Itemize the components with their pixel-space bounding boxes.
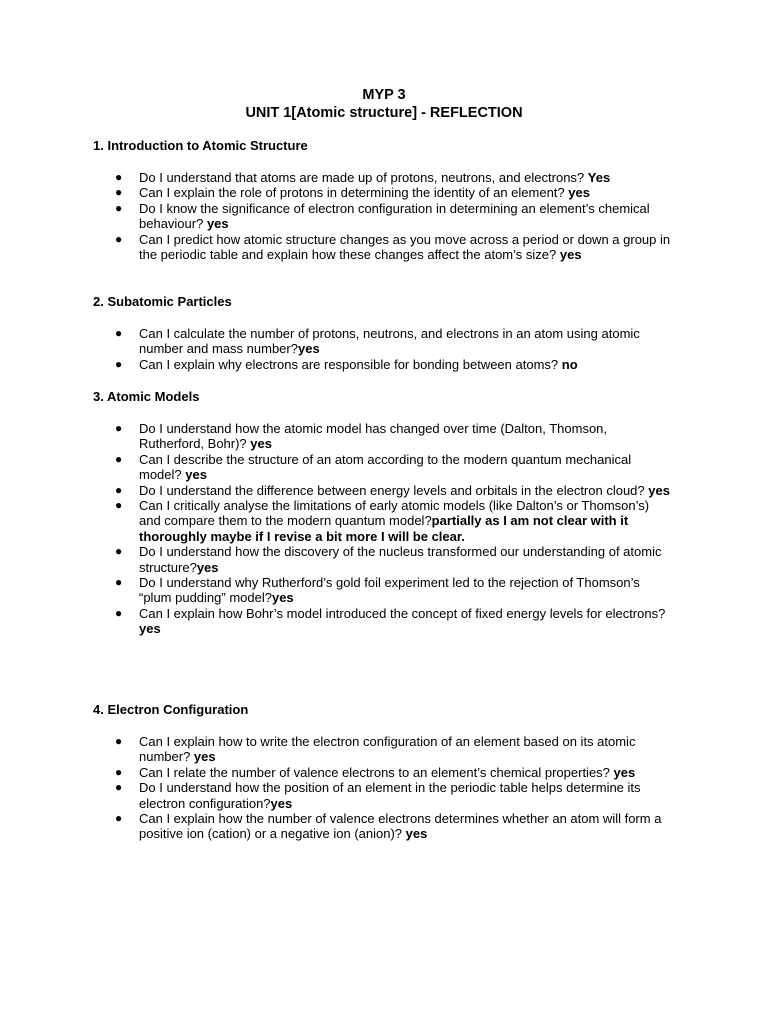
answer-text: yes <box>648 482 670 498</box>
answer-text: yes <box>139 621 161 637</box>
question-text: Do I know the significance of electron configuration in determining an element’s chemical behaviour? <box>139 200 650 232</box>
bullet-icon: ● <box>115 734 123 748</box>
question-text: Do I understand why Rutherford’s gold foil experiment led to the rejection of Thomson’s “plum pudding” model? <box>139 575 640 606</box>
bullet-icon: ● <box>115 185 123 200</box>
question-text: Do I understand that atoms are made up of protons, neutrons, and electrons? <box>139 170 588 185</box>
bullet-icon: ● <box>115 326 123 340</box>
answer-text: yes <box>271 590 294 606</box>
document-title-unit: UNIT 1[Atomic structure] - REFLECTION <box>245 105 523 121</box>
bullet-icon: ● <box>115 231 123 246</box>
question-text: Do I understand how the discovery of the nucleus transformed our understanding of atomic structure? <box>139 544 662 575</box>
question-text: Can I explain the role of protons in determining the identity of an element? <box>139 185 569 201</box>
bullet-icon: ● <box>115 605 123 620</box>
bullet-icon: ● <box>115 780 123 795</box>
bullet-icon: ● <box>115 575 123 590</box>
section-introduction <box>93 138 693 262</box>
bullet-icon: ● <box>115 200 123 215</box>
bullet-icon: ● <box>115 451 123 466</box>
question-text: Do I understand how the position of an element in the periodic table helps determine its electron configuration? <box>139 780 641 811</box>
question-item <box>93 421 671 452</box>
answer-text: yes <box>613 764 636 780</box>
bullet-icon: ● <box>115 811 123 826</box>
question-text: Can I explain how to write the electron configuration of an element based on its atomic number? <box>139 734 636 765</box>
question-item <box>93 326 671 357</box>
question-text: Can I critically analyse the limitations of early atomic models (like Dalton’s or Thomson’s) and compare them to the modern quantum model? <box>139 498 650 529</box>
answer-text: yes <box>185 467 207 483</box>
section-heading: 2. Subatomic Particles <box>93 294 232 309</box>
section-atomic-models <box>93 389 693 637</box>
section-subatomic-particles <box>93 294 693 372</box>
question-text: Can I describe the structure of an atom according to the modern quantum mechanical model? <box>139 451 632 483</box>
question-text: Can I explain how the number of valence electrons determines whether an atom will form a positive ion (cation) or a negative ion (anion)? <box>139 811 662 842</box>
question-item <box>93 734 671 765</box>
question-text: Can I calculate the number of protons, neutrons, and electrons in an atom using atomic number and mass number? <box>139 326 640 357</box>
question-item <box>93 357 671 372</box>
bullet-icon: ● <box>115 544 123 559</box>
question-item <box>93 232 671 263</box>
bullet-icon: ● <box>115 482 123 497</box>
question-item <box>93 498 671 544</box>
question-list <box>93 326 693 372</box>
answer-text: yes <box>196 559 219 575</box>
question-text: Do I understand the difference between energy levels and orbitals in the electron cloud? <box>139 482 649 498</box>
answer-text: partially as I am not clear with it thoroughly maybe if I revise a bit more I will be clear. <box>139 513 629 544</box>
bullet-icon: ● <box>115 356 123 371</box>
section-electron-configuration <box>93 702 693 842</box>
question-text: Can I relate the number of valence electrons to an element’s chemical properties? <box>139 764 614 780</box>
question-item <box>93 765 671 780</box>
question-item <box>93 170 671 185</box>
section-heading: 1. Introduction to Atomic Structure <box>93 138 308 153</box>
question-list <box>93 421 693 637</box>
answer-text: Yes <box>587 170 611 185</box>
bullet-icon: ● <box>115 170 123 184</box>
question-text: Can I predict how atomic structure changes as you move across a period or down a group in the periodic table and explain how these changes affect the atom’s size? <box>139 231 671 263</box>
question-text: Can I explain how Bohr’s model introduced the concept of fixed energy levels for electrons? <box>139 605 666 621</box>
answer-text: yes <box>193 749 216 765</box>
answer-text: yes <box>270 795 293 811</box>
answer-text: yes <box>250 436 272 452</box>
document-title-course: MYP 3 <box>362 87 406 103</box>
question-text: Can I explain why electrons are responsible for bonding between atoms? <box>139 356 562 372</box>
question-list <box>93 734 693 842</box>
section-heading: 4. Electron Configuration <box>93 702 249 717</box>
answer-text: no <box>561 356 578 372</box>
answer-text: yes <box>206 216 229 232</box>
question-list <box>93 170 693 262</box>
question-item <box>93 452 671 483</box>
question-item <box>93 780 671 811</box>
answer-text: yes <box>559 247 582 263</box>
question-item <box>93 575 671 606</box>
section-heading: 3. Atomic Models <box>93 389 200 404</box>
question-text: Do I understand how the atomic model has changed over time (Dalton, Thomson, Rutherford, Bohr)? <box>139 421 608 452</box>
bullet-icon: ● <box>115 498 123 513</box>
answer-text: yes <box>568 185 590 201</box>
question-item <box>93 185 671 200</box>
answer-text: yes <box>297 341 320 357</box>
question-item <box>93 483 671 498</box>
question-item <box>93 811 671 842</box>
question-item <box>93 201 671 232</box>
question-item <box>93 606 671 637</box>
bullet-icon: ● <box>115 421 123 435</box>
bullet-icon: ● <box>115 764 123 779</box>
question-item <box>93 544 671 575</box>
answer-text: yes <box>405 826 428 842</box>
